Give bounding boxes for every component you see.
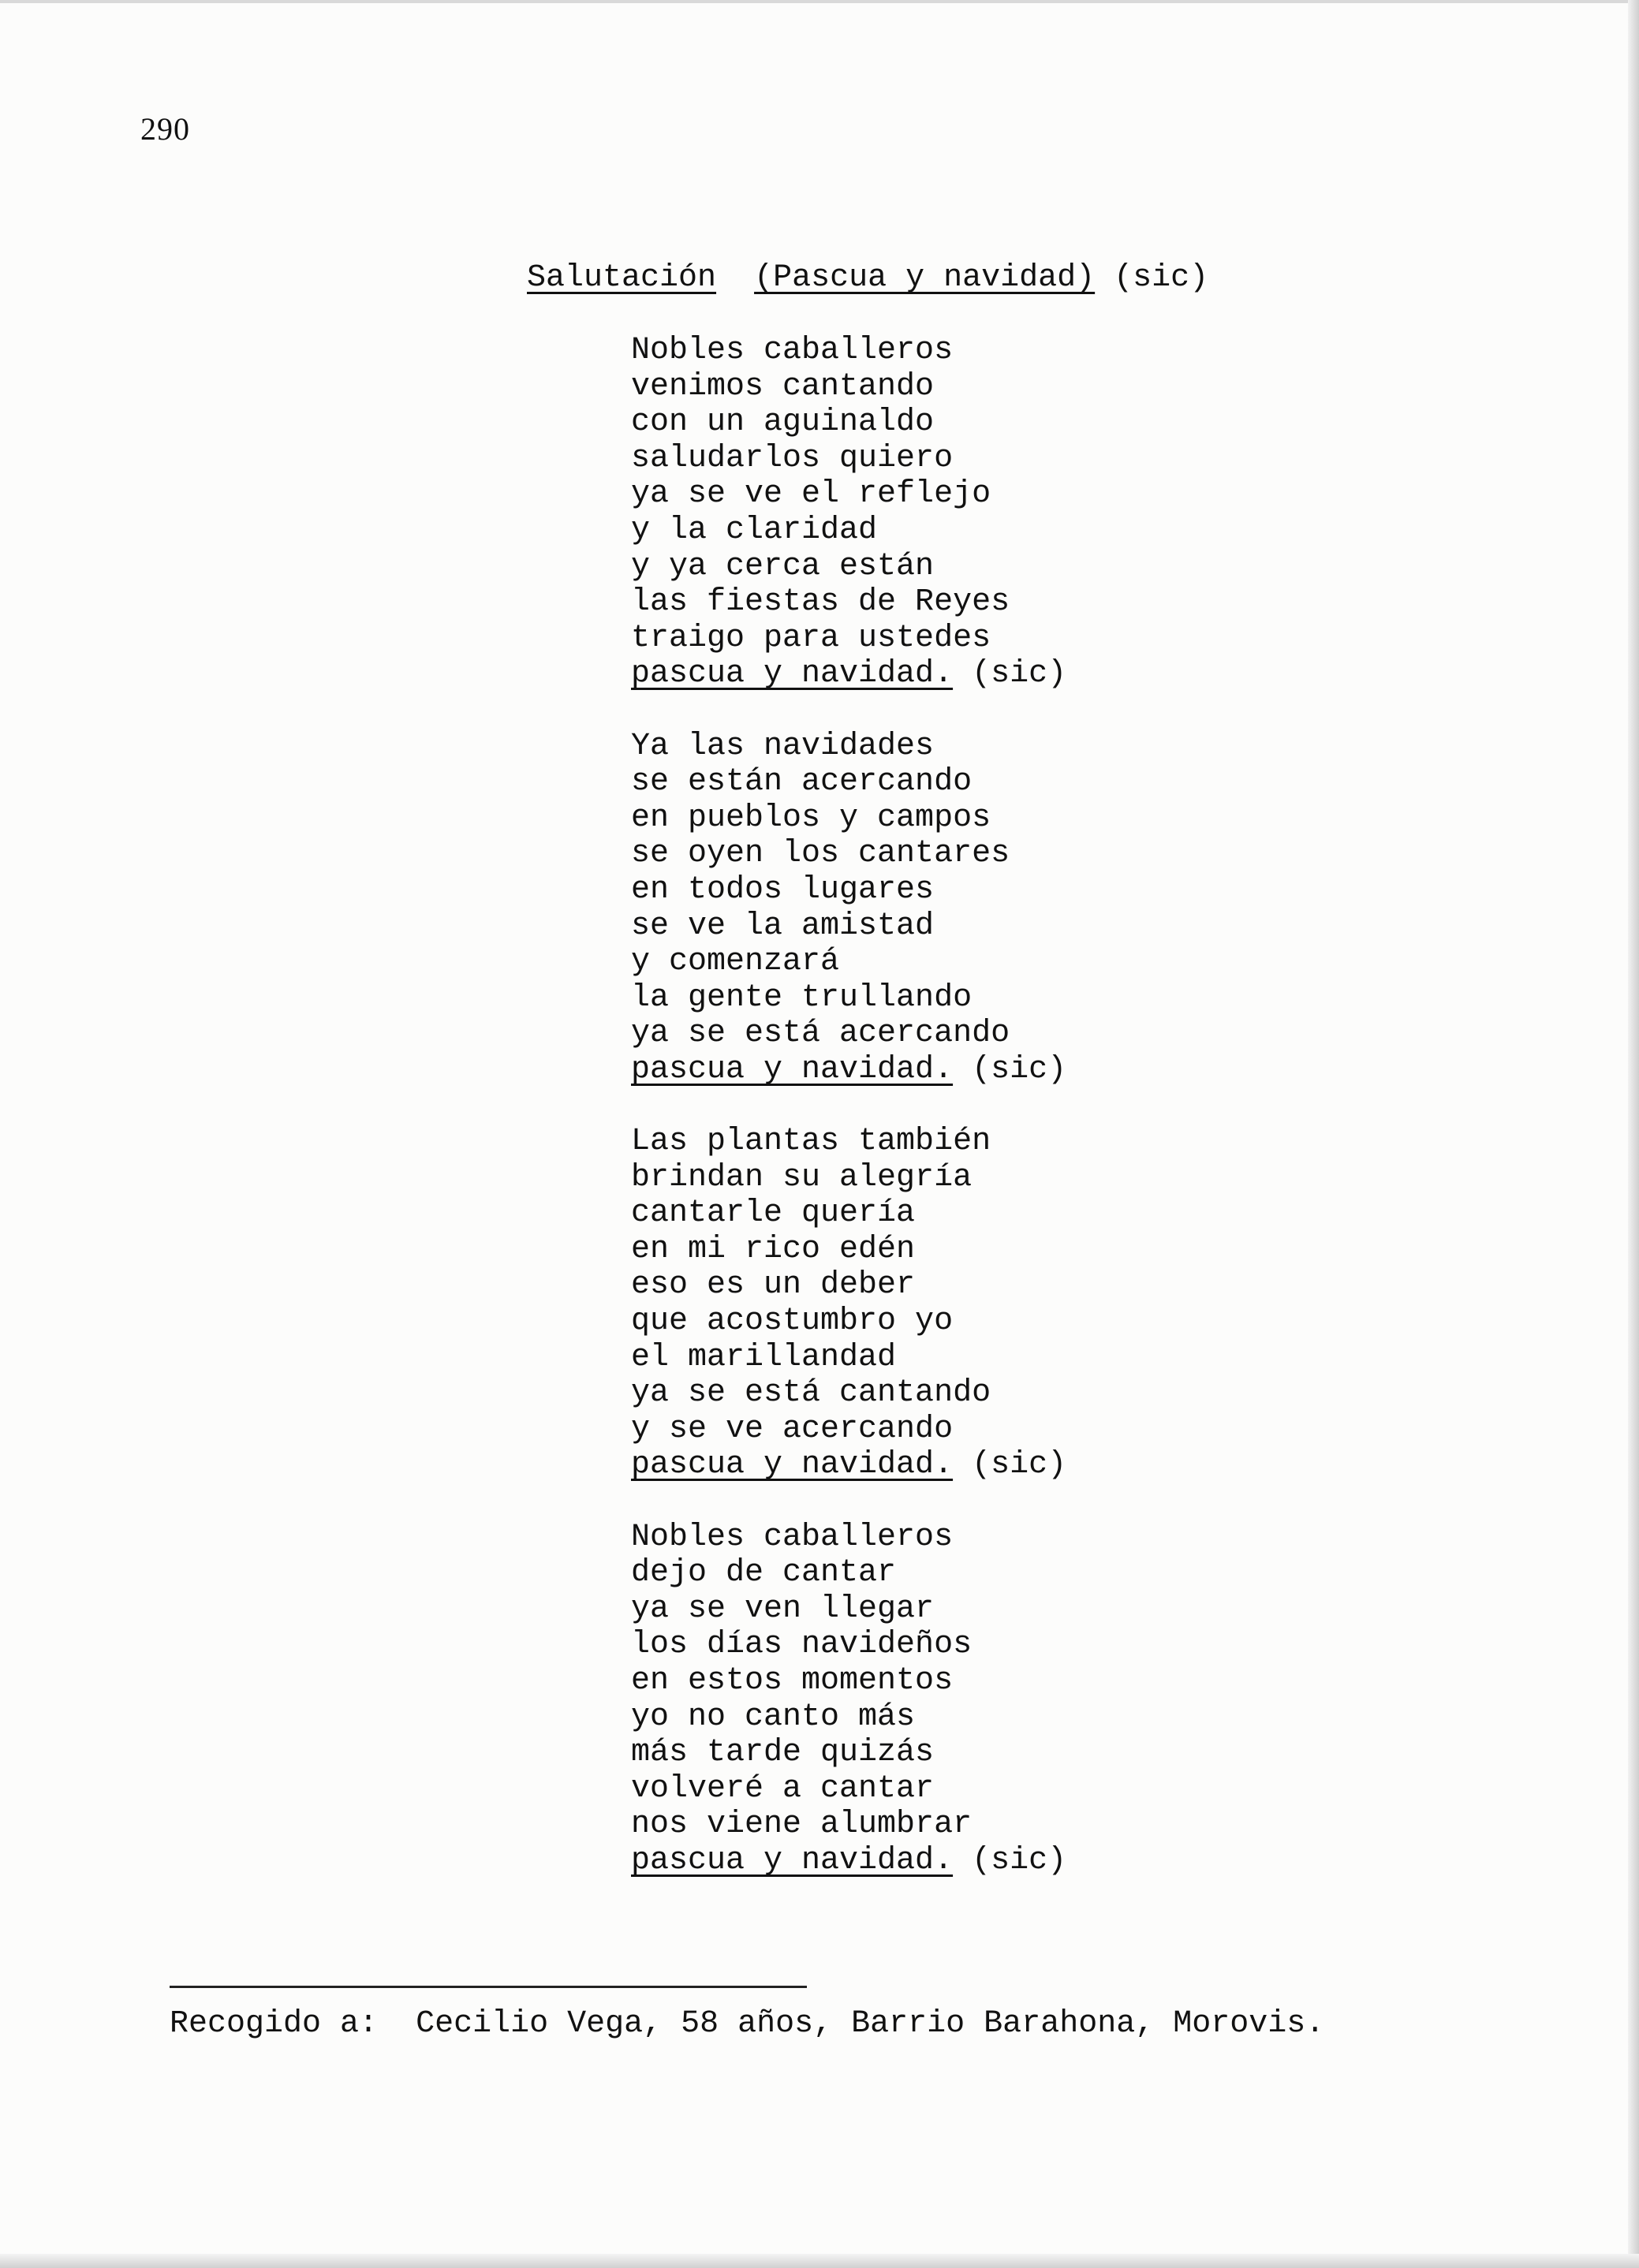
stanza bbox=[631, 729, 1066, 1088]
verse-line: traigo para ustedes bbox=[631, 620, 991, 656]
verse-line: se oyen los cantares bbox=[631, 836, 1010, 872]
poem-body bbox=[631, 333, 1066, 1915]
verse-line: Nobles caballeros bbox=[631, 333, 954, 368]
refrain-text: pascua y navidad. bbox=[631, 1051, 954, 1087]
verse-line: y la claridad bbox=[631, 512, 878, 548]
verse-line: se están acercando bbox=[631, 764, 973, 800]
verse-line: ya se ven llegar bbox=[631, 1591, 935, 1627]
page-number: 290 bbox=[140, 111, 190, 147]
verse-line: en estos momentos bbox=[631, 1662, 954, 1699]
verse-line: en pueblos y campos bbox=[631, 800, 991, 836]
verse-line: con un aguinaldo bbox=[631, 405, 935, 441]
verse-line: y comenzará bbox=[631, 944, 840, 980]
page-top-edge bbox=[0, 0, 1639, 3]
verse-line: y se ve acercando bbox=[631, 1411, 954, 1447]
footnote-divider bbox=[170, 1986, 807, 1988]
refrain-note: (sic) bbox=[972, 1051, 1067, 1087]
verse-line: más tarde quizás bbox=[631, 1735, 935, 1771]
verse-line: brindan su alegría bbox=[631, 1159, 973, 1196]
verse-line: cantarle quería bbox=[631, 1196, 916, 1232]
verse-line: Las plantas también bbox=[631, 1124, 991, 1160]
verse-line: la gente trullando bbox=[631, 979, 973, 1016]
refrain-text: pascua y navidad. bbox=[631, 1842, 954, 1878]
title-note: (sic) bbox=[1114, 260, 1209, 296]
refrain-note: (sic) bbox=[972, 1842, 1067, 1878]
page-right-edge bbox=[1628, 0, 1639, 2268]
footnote bbox=[170, 2006, 1324, 2042]
footnote-label: Recogido a: bbox=[170, 2006, 379, 2042]
verse-line: nos viene alumbrar bbox=[631, 1807, 973, 1843]
verse-line: venimos cantando bbox=[631, 368, 935, 405]
refrain-note: (sic) bbox=[972, 1447, 1067, 1483]
verse-line: el marillandad bbox=[631, 1339, 897, 1375]
title-subtitle: (Pascua y navidad) bbox=[754, 260, 1096, 296]
verse-line: ya se está cantando bbox=[631, 1375, 991, 1412]
title-main: Salutación bbox=[527, 260, 717, 296]
refrain-line bbox=[631, 656, 1066, 692]
refrain-line bbox=[631, 1843, 1066, 1879]
refrain-text: pascua y navidad. bbox=[631, 656, 954, 692]
verse-line: dejo de cantar bbox=[631, 1555, 897, 1591]
refrain-line bbox=[631, 1052, 1066, 1088]
stanza bbox=[631, 1520, 1066, 1879]
page-bottom-edge bbox=[0, 2254, 1639, 2268]
verse-line: volveré a cantar bbox=[631, 1770, 935, 1807]
verse-line: eso es un deber bbox=[631, 1267, 916, 1304]
stanza bbox=[631, 333, 1066, 692]
verse-line: yo no canto más bbox=[631, 1699, 916, 1735]
verse-line: que acostumbro yo bbox=[631, 1304, 954, 1340]
verse-line: en todos lugares bbox=[631, 871, 935, 908]
verse-line: Nobles caballeros bbox=[631, 1519, 954, 1555]
refrain-text: pascua y navidad. bbox=[631, 1447, 954, 1483]
poem-title bbox=[527, 260, 1208, 296]
footnote-text: Cecilio Vega, 58 años, Barrio Barahona, Morovis. bbox=[416, 2006, 1325, 2042]
verse-line: las fiestas de Reyes bbox=[631, 584, 1010, 621]
verse-line: y ya cerca están bbox=[631, 548, 935, 584]
verse-line: saludarlos quiero bbox=[631, 440, 954, 476]
verse-line: ya se está acercando bbox=[631, 1016, 1010, 1052]
verse-line: Ya las navidades bbox=[631, 728, 935, 764]
verse-line: en mi rico edén bbox=[631, 1231, 916, 1267]
verse-line: se ve la amistad bbox=[631, 908, 935, 944]
verse-line: los días navideños bbox=[631, 1627, 973, 1663]
refrain-note: (sic) bbox=[972, 656, 1067, 692]
stanza bbox=[631, 1124, 1066, 1483]
refrain-line bbox=[631, 1447, 1066, 1483]
verse-line: ya se ve el reflejo bbox=[631, 476, 991, 513]
